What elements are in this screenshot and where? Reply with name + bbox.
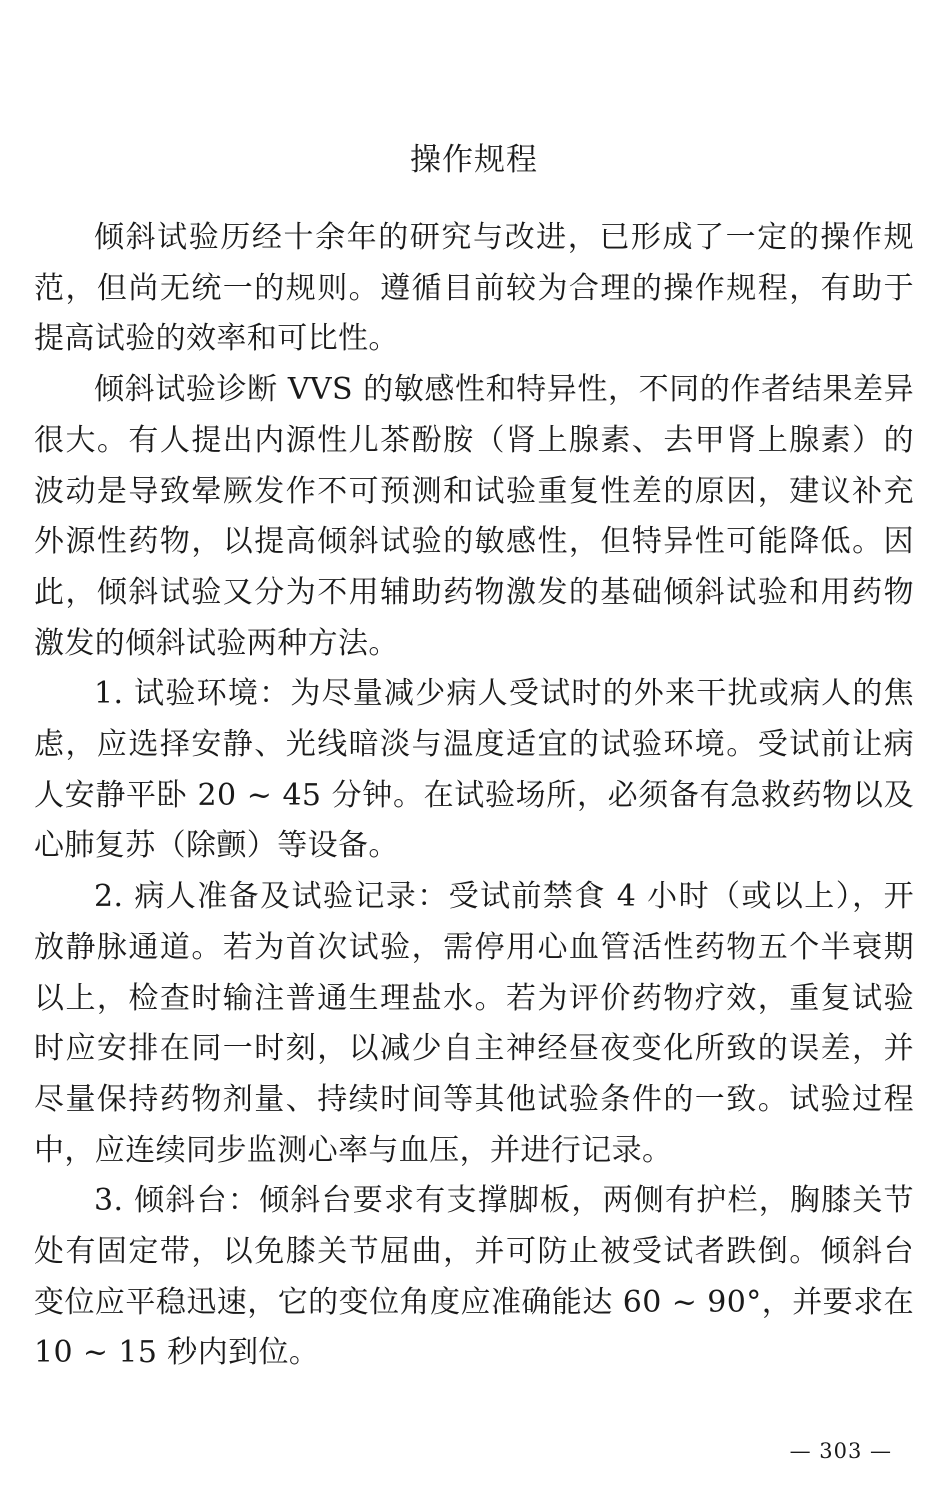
paragraph-sensitivity: 倾斜试验诊断 VVS 的敏感性和特异性，不同的作者结果差异很大。有人提出内源性儿茶酚胺（肾上腺素、去甲肾上腺素）的波动是导致晕厥发作不可预测和试验重复性差的原因，建议补充外源性药物，以提高倾斜试验的敏感性，但特异性可能降低。因此，倾斜试验又分为不用辅助药物激发的基础倾斜试验和用药物激发的倾斜试验两种方法。 [34, 372, 914, 661]
page-number: — 303 — [789, 1439, 892, 1463]
paragraph-environment: 1. 试验环境：为尽量减少病人受试时的外来干扰或病人的焦虑，应选择安静、光线暗淡与温度适宜的试验环境。受试前让病人安静平卧 20 ~ 45 分钟。在试验场所，必须备有急救药物以及心肺复苏（除颤）等设备。 [34, 676, 914, 864]
paragraph-intro: 倾斜试验历经十余年的研究与改进，已形成了一定的操作规范，但尚无统一的规则。遵循目前较为合理的操作规程，有助于提高试验的效率和可比性。 [34, 220, 914, 357]
document-page [34, 0, 914, 1498]
paragraph-patient-preparation: 2. 病人准备及试验记录：受试前禁食 4 小时（或以上），开放静脉通道。若为首次试验，需停用心血管活性药物五个半衰期以上，检查时输注普通生理盐水。若为评价药物疗效，重复试验时应安排在同一时刻，以减少自主神经昼夜变化所致的误差，并尽量保持药物剂量、持续时间等其他试验条件的一致。试验过程中，应连续同步监测心率与血压，并进行记录。 [34, 879, 914, 1168]
section-title: 操作规程 [410, 142, 538, 178]
paragraph-tilt-table: 3. 倾斜台：倾斜台要求有支撑脚板，两侧有护栏，胸膝关节处有固定带，以免膝关节屈曲，并可防止被受试者跌倒。倾斜台变位应平稳迅速，它的变位角度应准确能达 60 ~ 90°，并要求在 10 ~ 15 秒内到位。 [34, 1183, 914, 1371]
body-text [34, 213, 914, 1379]
